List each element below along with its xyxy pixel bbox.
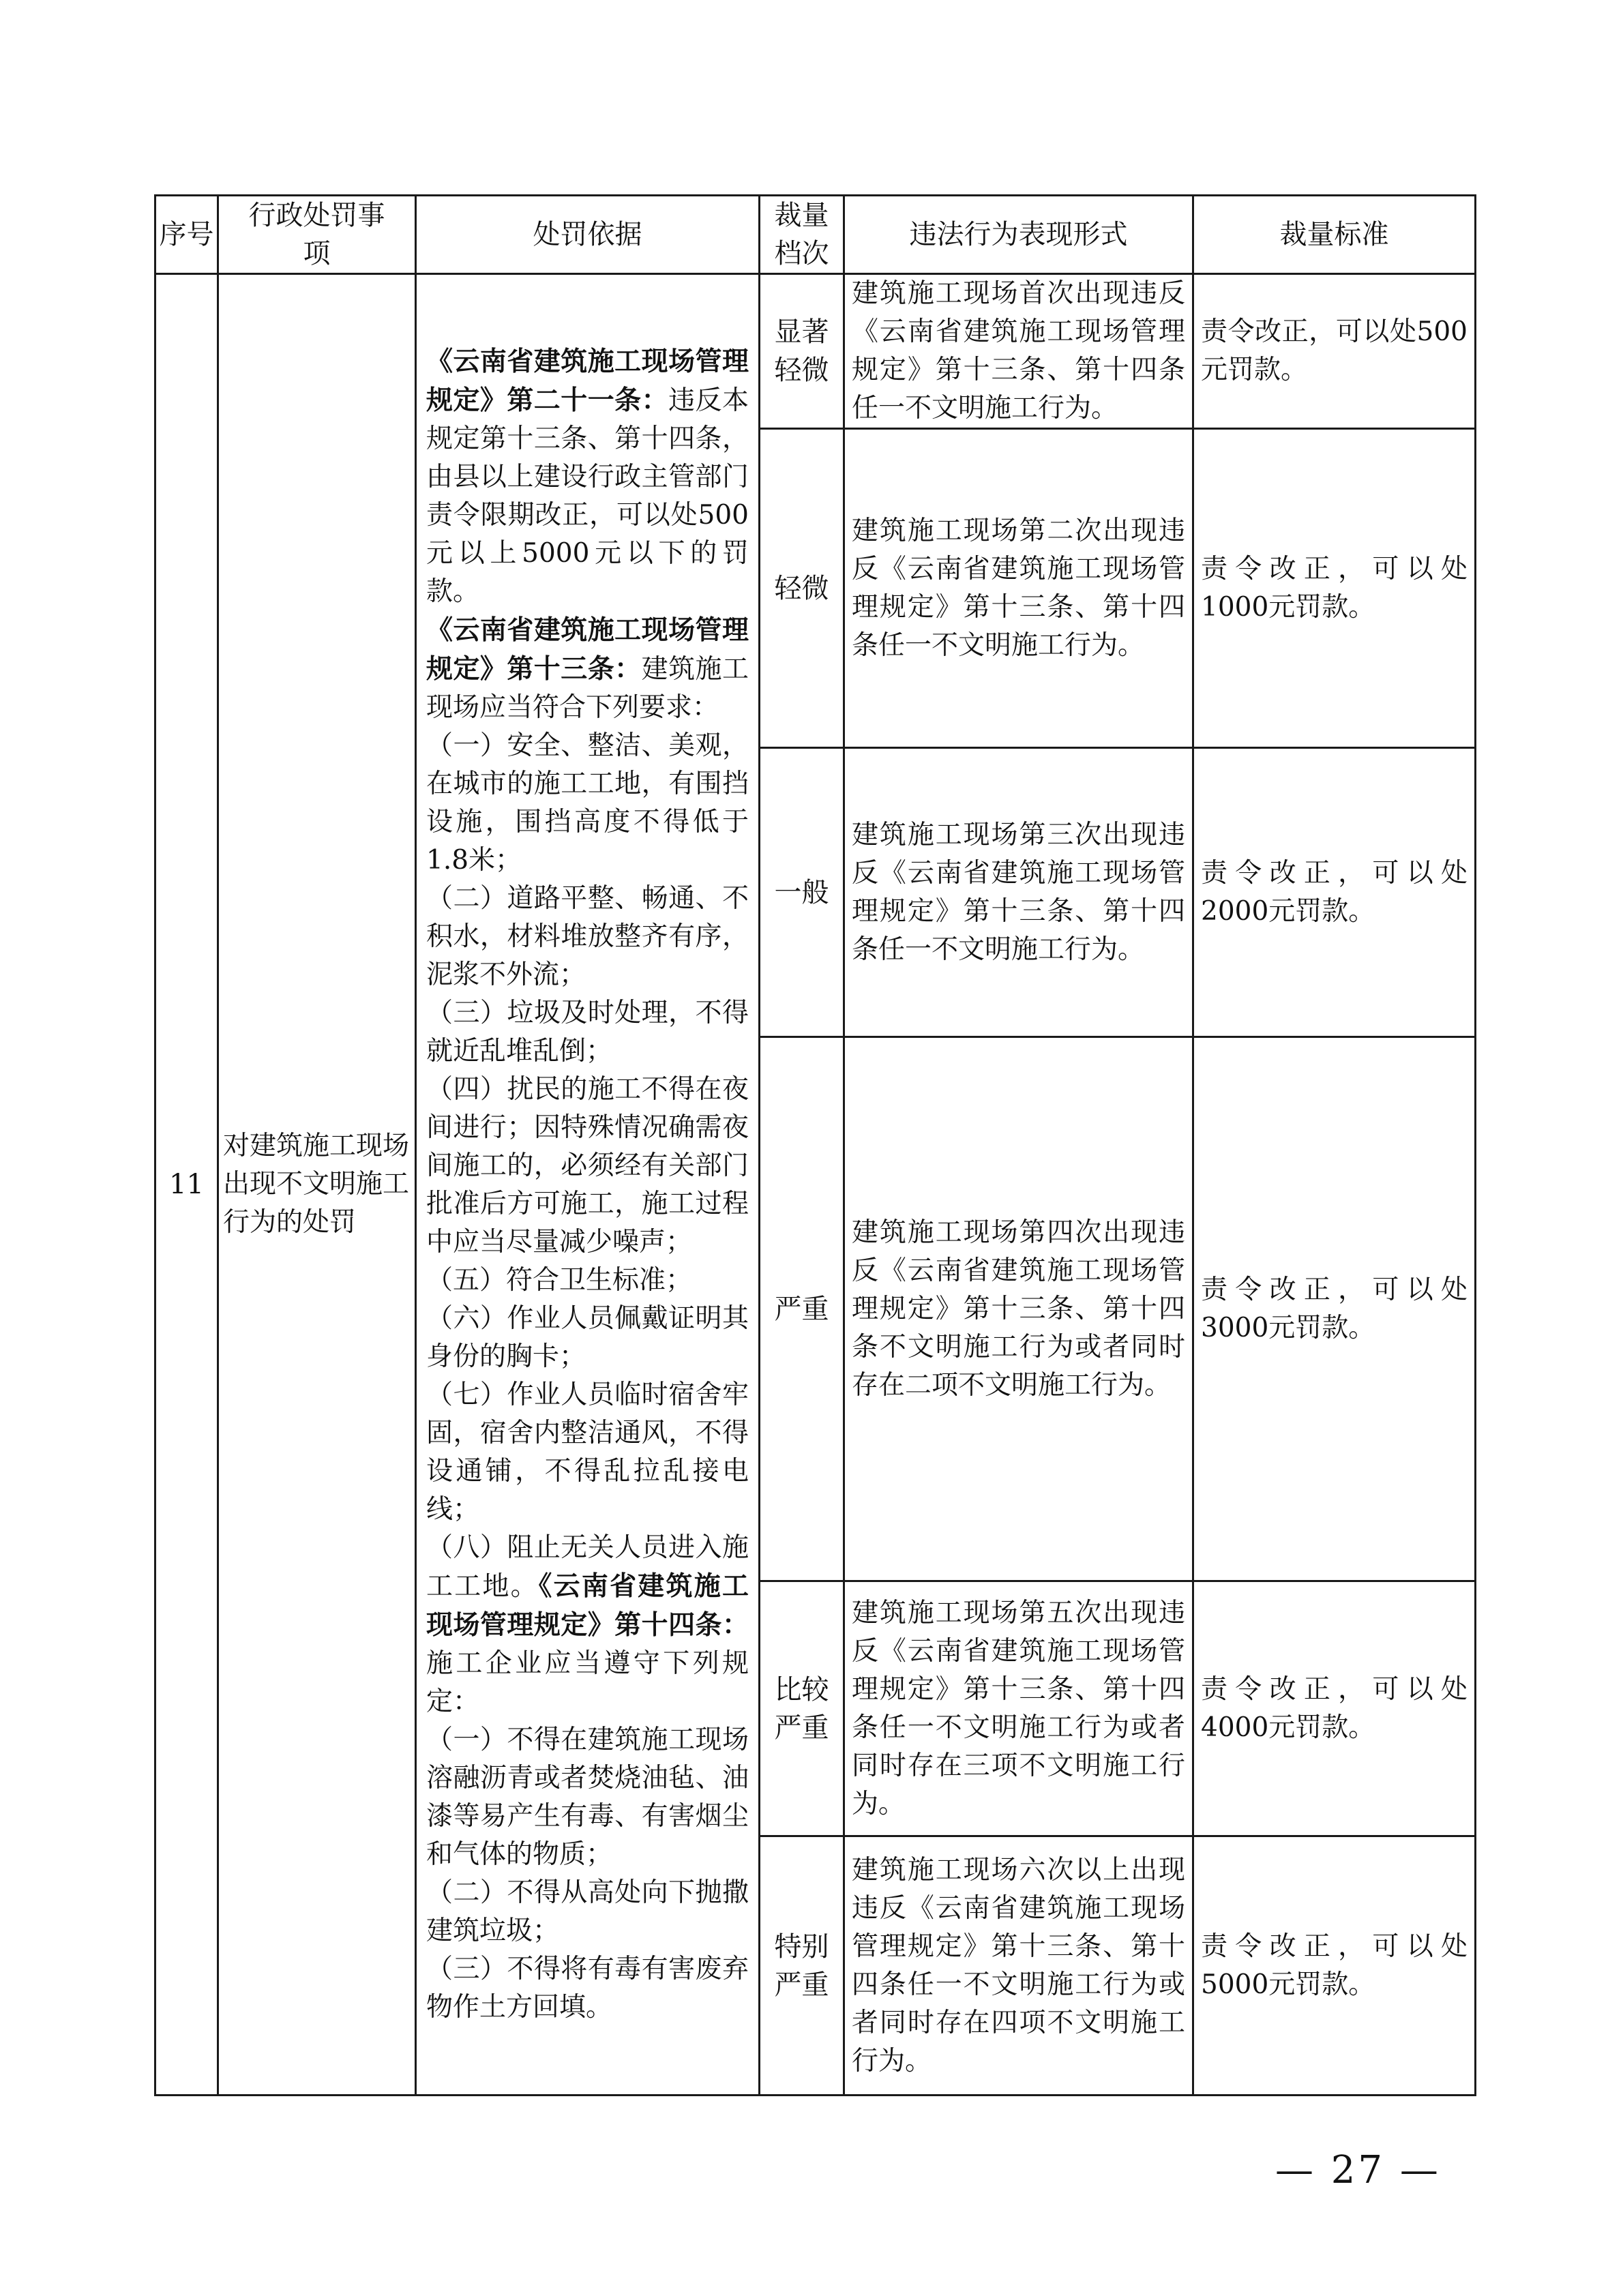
header-basis: 处罚依据 — [416, 196, 760, 274]
level-standard: 责令改正，可以处2000元罚款。 — [1193, 748, 1476, 1037]
page-number: — 27 — — [1275, 2148, 1441, 2192]
basis-item: （八）阻止无关人员进入施工工地。 — [426, 1532, 749, 1602]
level-name: 比较严重 — [760, 1581, 844, 1836]
basis-article-21-title: 《云南省建筑施工现场管理规定》第二十一条： — [426, 346, 749, 416]
level-standard: 责令改正，可以处1000元罚款。 — [1193, 429, 1476, 748]
header-standard: 裁量标准 — [1193, 196, 1476, 274]
header-item: 行政处罚事项 — [218, 196, 416, 274]
basis-item: （二）不得从高处向下抛撒建筑垃圾； — [426, 1877, 749, 1946]
level-name: 轻微 — [760, 429, 844, 748]
basis-item: （一）安全、整洁、美观，在城市的施工工地，有围挡设施，围挡高度不得低于1.8米； — [426, 730, 749, 876]
basis-article-14-title: 《云南省建筑施工现场管理规定》第十四条： — [426, 1570, 749, 1641]
level-name: 严重 — [760, 1037, 844, 1581]
header-level: 裁量档次 — [760, 196, 844, 274]
level-form: 建筑施工现场首次出现违反《云南省建筑施工现场管理规定》第十三条、第十四条任一不文明施工行为。 — [844, 274, 1193, 429]
level-form: 建筑施工现场第五次出现违反《云南省建筑施工现场管理规定》第十三条、第十四条任一不文明施工行为或者同时存在三项不文明施工行为。 — [844, 1581, 1193, 1836]
basis-article-13-title: 《云南省建筑施工现场管理规定》第十三条： — [426, 614, 749, 685]
basis-article-21-text: 违反本规定第十三条、第十四条，由县以上建设行政主管部门责令限期改正，可以处500元以上5000元以下的罚款。 — [426, 385, 749, 607]
basis-item: （七）作业人员临时宿舍牢固，宿舍内整洁通风，不得设通铺，不得乱拉乱接电线； — [426, 1380, 749, 1525]
header-form: 违法行为表现形式 — [844, 196, 1193, 274]
level-name: 显著轻微 — [760, 274, 844, 429]
level-name: 特别严重 — [760, 1836, 844, 2096]
basis-item: （三）垃圾及时处理，不得就近乱堆乱倒； — [426, 998, 749, 1067]
table-row — [155, 274, 1476, 429]
row-item: 对建筑施工现场出现不文明施工行为的处罚 — [218, 274, 416, 2096]
row-seq: 11 — [155, 274, 218, 2096]
table-header-row — [155, 196, 1476, 274]
penalty-table — [154, 194, 1476, 2096]
level-form: 建筑施工现场第四次出现违反《云南省建筑施工现场管理规定》第十三条、第十四条不文明施工行为或者同时存在二项不文明施工行为。 — [844, 1037, 1193, 1581]
basis-item: （三）不得将有毒有害废弃物作土方回填。 — [426, 1954, 749, 2023]
basis-article-13-text: 建筑施工现场应当符合下列要求： — [426, 654, 749, 723]
basis-item: （四）扰民的施工不得在夜间进行；因特殊情况确需夜间施工的，必须经有关部门批准后方可施工，施工过程中应当尽量减少噪声； — [426, 1074, 749, 1257]
level-standard: 责令改正，可以处500元罚款。 — [1193, 274, 1476, 429]
basis-article-14-text: 施工企业应当遵守下列规定： — [426, 1648, 749, 1717]
basis-item: （一）不得在建筑施工现场溶融沥青或者焚烧油毡、油漆等易产生有毒、有害烟尘和气体的物质； — [426, 1725, 749, 1870]
basis-item: （五）符合卫生标准； — [426, 1265, 693, 1296]
level-standard: 责令改正，可以处5000元罚款。 — [1193, 1836, 1476, 2096]
header-seq: 序号 — [155, 196, 218, 274]
level-name: 一般 — [760, 748, 844, 1037]
level-form: 建筑施工现场第三次出现违反《云南省建筑施工现场管理规定》第十三条、第十四条任一不文明施工行为。 — [844, 748, 1193, 1037]
level-standard: 责令改正，可以处3000元罚款。 — [1193, 1037, 1476, 1581]
level-form: 建筑施工现场第二次出现违反《云南省建筑施工现场管理规定》第十三条、第十四条任一不文明施工行为。 — [844, 429, 1193, 748]
level-standard: 责令改正，可以处4000元罚款。 — [1193, 1581, 1476, 1836]
row-basis — [416, 274, 760, 2096]
basis-item: （六）作业人员佩戴证明其身份的胸卡； — [426, 1303, 749, 1372]
basis-item: （二）道路平整、畅通、不积水，材料堆放整齐有序，泥浆不外流； — [426, 883, 749, 990]
level-form: 建筑施工现场六次以上出现违反《云南省建筑施工现场管理规定》第十三条、第十四条任一不文明施工行为或者同时存在四项不文明施工行为。 — [844, 1836, 1193, 2096]
